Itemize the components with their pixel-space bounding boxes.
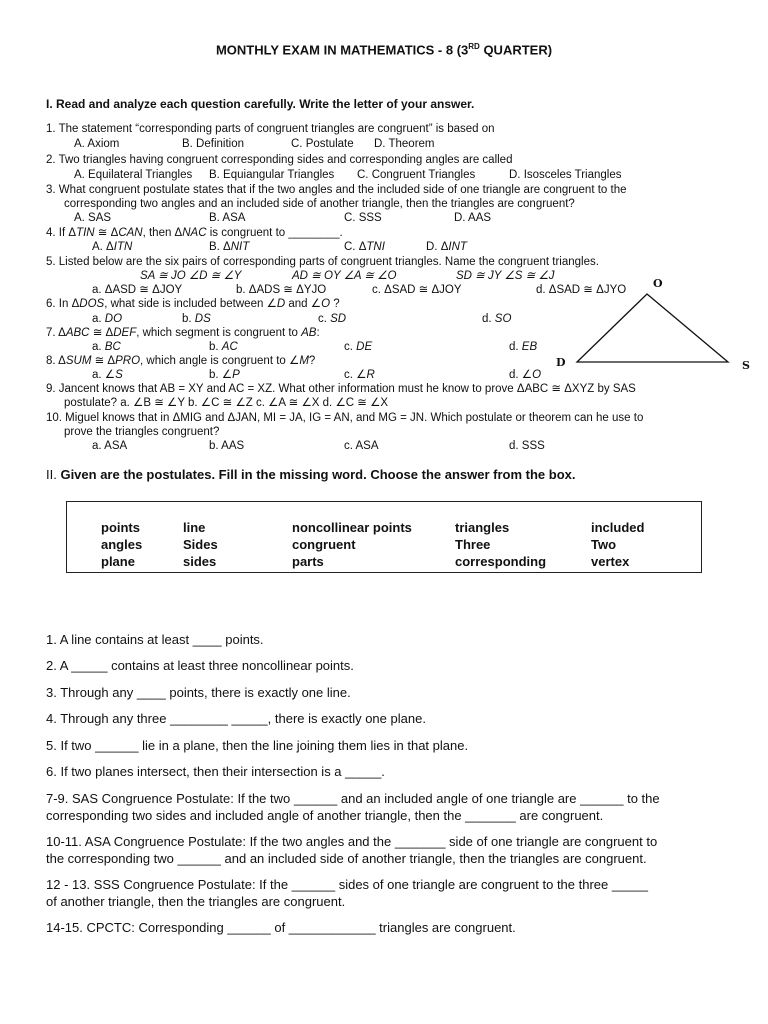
q10-option-d: d. SSS	[509, 440, 545, 452]
q7-stem: 7. ΔABC ≅ ΔDEF, which segment is congruent to AB:	[46, 327, 320, 339]
q2-option-d: D. Isosceles Triangles	[509, 169, 622, 181]
vertex-label-s: S	[742, 359, 750, 372]
q6-option-a: a. DO	[92, 313, 123, 325]
q6-option-d: d. SO	[482, 313, 512, 325]
q5-option-b: b. ΔADS ≅ ΔYJO	[236, 284, 327, 296]
q2-option-c: C. Congruent Triangles	[357, 169, 476, 181]
q7-option-b: b. AC	[209, 341, 238, 353]
fill-item-10-11-line1: 10-11. ASA Congruence Postulate: If the two angles and the _______ side of one triangle are congruent to	[46, 834, 658, 849]
q8-stem: 8. ΔSUM ≅ ΔPRO, which angle is congruent to ∠M?	[46, 355, 316, 367]
q2-option-a: A. Equilateral Triangles	[74, 169, 193, 181]
fill-item-2: 2. A _____ contains at least three noncollinear points.	[46, 658, 354, 673]
q3-option-d: D. AAS	[454, 212, 492, 224]
q8-option-c: c. ∠R	[344, 369, 375, 381]
q5-option-c: c. ΔSAD ≅ ΔJOY	[372, 284, 462, 296]
q3-option-b: B. ASA	[209, 212, 246, 224]
q4-option-a: A. ΔITN	[92, 241, 133, 253]
word-box-item: congruent	[292, 537, 356, 552]
word-box-item: plane	[101, 554, 135, 569]
fill-item-12-13-line1: 12 - 13. SSS Congruence Postulate: If the ______ sides of one triangle are congruent to the three _____	[46, 877, 649, 892]
word-box-item: Three	[455, 537, 491, 552]
q5-option-a: a. ΔASD ≅ ΔJOY	[92, 284, 183, 296]
q3-option-c: C. SSS	[344, 212, 382, 224]
q5-pair-2: AD ≅ OY ∠A ≅ ∠O	[292, 270, 397, 282]
q1-option-d: D. Theorem	[374, 138, 435, 150]
word-box-item: Sides	[183, 537, 218, 552]
word-box-item: Two	[591, 537, 617, 552]
q1-option-a: A. Axiom	[74, 138, 120, 150]
fill-item-6: 6. If two planes intersect, then their intersection is a _____.	[46, 764, 385, 779]
q10-stem-line2: prove the triangles congruent?	[64, 426, 220, 438]
word-box-column	[292, 519, 412, 570]
q8-option-b: b. ∠P	[209, 369, 240, 381]
q10-option-a: a. ASA	[92, 440, 128, 452]
q5-option-d: d. ΔSAD ≅ ΔJYO	[536, 284, 627, 296]
fill-item-10-11-line2: the corresponding two ______ and an included side of another triangle, then the triangles are congruent.	[46, 851, 647, 866]
word-box-item: line	[183, 520, 206, 535]
word-box-item: included	[591, 520, 645, 535]
fill-item-5: 5. If two ______ lie in a plane, then the line joining them lies in that plane.	[46, 738, 469, 753]
word-box-item: noncollinear points	[292, 520, 412, 535]
part2-header: II. Given are the postulates. Fill in the missing word. Choose the answer from the box.	[46, 467, 576, 482]
fill-item-7-9-line1: 7-9. SAS Congruence Postulate: If the two ______ and an included angle of one triangle are ______ to the	[46, 791, 660, 806]
part1-header: I. Read and analyze each question carefully. Write the letter of your answer.	[46, 97, 475, 111]
q6-stem: 6. In ΔDOS, what side is included between ∠D and ∠O ?	[46, 298, 340, 310]
fill-item-4: 4. Through any three ________ _____, there is exactly one plane.	[46, 711, 426, 726]
fill-item-1: 1. A line contains at least ____ points.	[46, 632, 264, 647]
q10-option-b: b. AAS	[209, 440, 245, 452]
q4-option-c: C. ΔTNI	[344, 241, 385, 253]
q7-option-d: d. EB	[509, 341, 538, 353]
q4-option-b: B. ΔNIT	[209, 241, 250, 253]
fill-item-12-13-line2: of another triangle, then the triangles are congruent.	[46, 894, 346, 909]
q10-stem-line1: 10. Miguel knows that in ΔMIG and ΔJAN, MI = JA, IG = AN, and MG = JN. Which postulate or theorem can he use to	[46, 412, 644, 424]
word-box-column	[183, 519, 218, 570]
q3-stem-line1: 3. What congruent postulate states that if the two angles and the included side of one triangle are congruent to the	[46, 184, 627, 196]
word-box-item: triangles	[455, 520, 510, 535]
q8-option-d: d. ∠O	[509, 369, 542, 381]
word-box-item: vertex	[591, 554, 630, 569]
triangle-dos	[577, 294, 728, 362]
q2-stem: 2. Two triangles having congruent corresponding sides and corresponding angles are called	[46, 154, 513, 166]
fill-item-7-9-line2: corresponding two sides and included angle of another triangle, then the _______ are congruent.	[46, 808, 604, 823]
q5-pair-1: SA ≅ JO ∠D ≅ ∠Y	[140, 270, 242, 282]
q9-stem-line1: 9. Jancent knows that AB = XY and AC = XZ. What other information must he know to prove ΔABC ≅ ΔXYZ by SAS	[46, 383, 636, 395]
word-box-item: angles	[101, 537, 143, 552]
word-box-column	[455, 519, 546, 570]
q1-stem: 1. The statement “corresponding parts of congruent triangles are congruent” is based on	[46, 123, 495, 135]
q5-stem: 5. Listed below are the six pairs of corresponding parts of congruent triangles. Name the congruent triangles.	[46, 256, 599, 268]
vertex-label-o: O	[653, 277, 663, 290]
q7-option-c: c. DE	[344, 341, 373, 353]
q1-option-c: C. Postulate	[291, 138, 354, 150]
word-box-column	[591, 519, 644, 570]
word-box	[66, 501, 702, 573]
word-box-item: corresponding	[455, 554, 547, 569]
q9-stem-line2: postulate? a. ∠B ≅ ∠Y b. ∠C ≅ ∠Z c. ∠A ≅ ∠X d. ∠C ≅ ∠X	[64, 397, 389, 409]
q6-option-c: c. SD	[318, 313, 347, 325]
q5-pair-3: SD ≅ JY ∠S ≅ ∠J	[456, 270, 555, 282]
q2-option-b: B. Equiangular Triangles	[209, 169, 335, 181]
word-box-item: parts	[292, 554, 324, 569]
q3-option-a: A. SAS	[74, 212, 112, 224]
q10-option-c: c. ASA	[344, 440, 379, 452]
q4-option-d: D. ΔINT	[426, 241, 467, 253]
q7-option-a: a. BC	[92, 341, 121, 353]
word-box-item: sides	[183, 554, 217, 569]
fill-item-3: 3. Through any ____ points, there is exactly one line.	[46, 685, 351, 700]
q1-option-b: B. Definition	[182, 138, 245, 150]
q6-option-b: b. DS	[182, 313, 211, 325]
fill-item-14-15: 14-15. CPCTC: Corresponding ______ of ____________ triangles are congruent.	[46, 920, 516, 935]
page-title: MONTHLY EXAM IN MATHEMATICS - 8 (3RD QUARTER)	[215, 42, 553, 58]
word-box-column	[101, 519, 142, 570]
q8-option-a: a. ∠S	[92, 369, 123, 381]
q3-stem-line2: corresponding two angles and an included side of another triangle, then the triangles are congruent?	[64, 198, 575, 210]
word-box-item: points	[101, 520, 140, 535]
q4-stem: 4. If ΔTIN ≅ ΔCAN, then ΔNAC is congruent to ________.	[46, 227, 343, 239]
vertex-label-d: D	[556, 356, 566, 369]
